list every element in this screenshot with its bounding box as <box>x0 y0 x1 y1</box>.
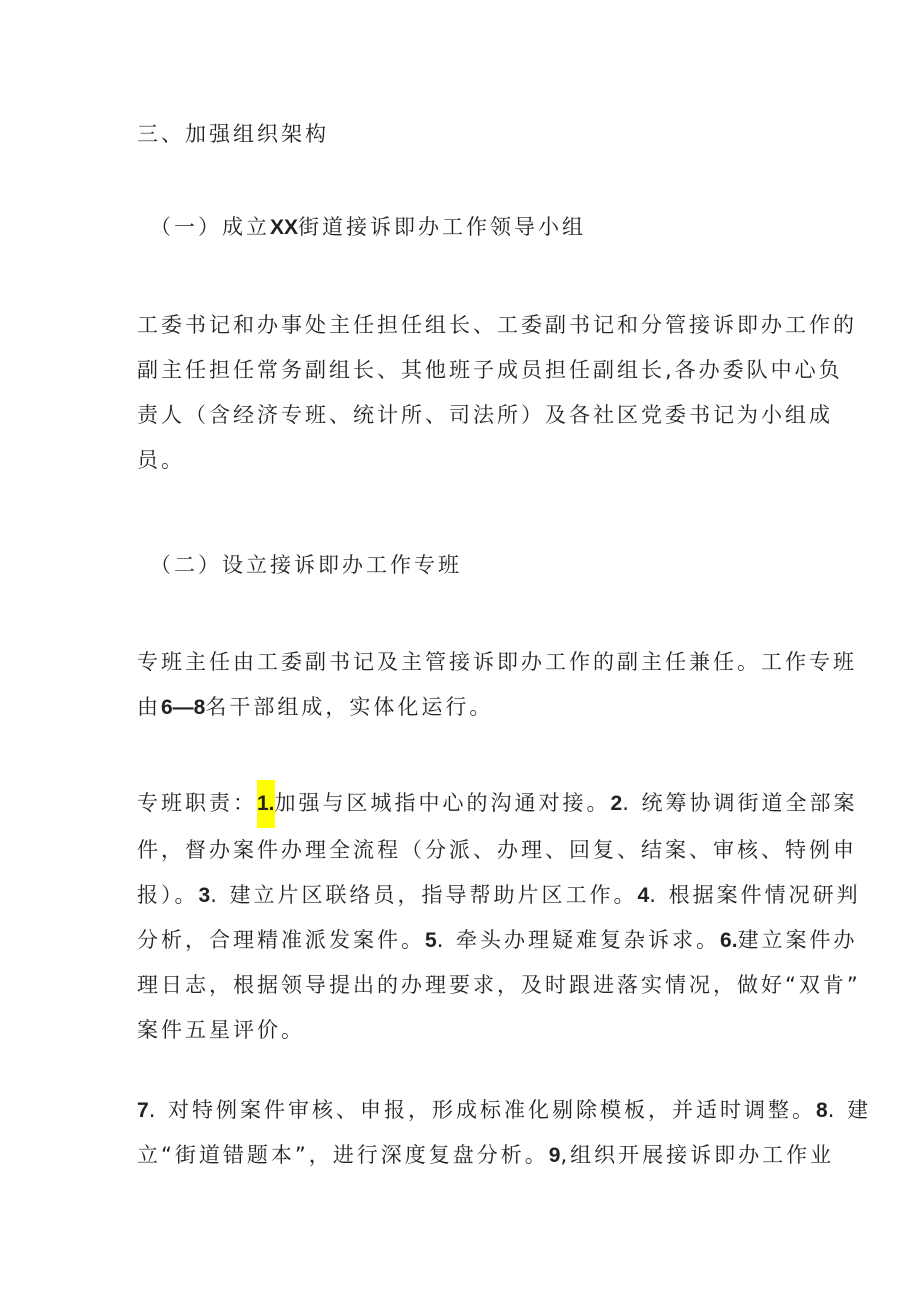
duty-text: 加强与区城指中心的沟通对接。 <box>274 791 611 815</box>
duty-number: 9 <box>548 1144 561 1167</box>
duty-text: 建立案件办 <box>737 928 858 952</box>
duty-number: 7 <box>137 1099 149 1122</box>
para2-line2-prefix: 由 <box>137 695 161 719</box>
para3-line <box>137 873 861 918</box>
para2-line: 专班主任由工委副书记及主管接诉即办工作的副主任兼任。工作专班 <box>137 650 857 674</box>
paragraph-duties-continued <box>137 1088 872 1178</box>
duty-text: ,组织开展接诉即办工作业 <box>560 1143 835 1167</box>
duty-text: . 根据案件情况研判 <box>649 883 861 907</box>
duty-number: 2 <box>610 792 623 815</box>
duty-text: . 建 <box>827 1098 872 1122</box>
para1-line: 工委书记和办事处主任担任组长、工委副书记和分管接诉即办工作的 <box>137 313 857 337</box>
sub1-bold: XX <box>270 216 299 239</box>
para1-line: 员。 <box>137 448 185 472</box>
para2-line2-suffix: 名干部组成，实体化运行。 <box>205 695 494 719</box>
duty-text: . 牵头办理疑难复杂诉求。 <box>436 928 721 952</box>
duty-text: 报）。 <box>137 883 199 907</box>
duty-text: 立“街道错题本”，进行深度复盘分析。 <box>137 1143 549 1167</box>
highlighted-number: 1. <box>257 780 275 828</box>
para3-line: 件，督办案件办理全流程（分派、办理、回复、结案、审核、特例申 <box>137 838 857 862</box>
para4-line <box>137 1088 872 1133</box>
duty-number: 3 <box>198 884 211 907</box>
para2-number: 6—8 <box>161 696 206 719</box>
sub1-prefix: （一）成立 <box>150 215 270 239</box>
duty-text: 分析，合理精准派发案件。 <box>137 928 425 952</box>
duty-text: . 统筹协调街道全部案 <box>622 791 858 815</box>
para3-line: 理日志，根据领导提出的办理要求，及时跟进落实情况，做好“双肯” <box>137 973 861 997</box>
para1-line: 副主任担任常务副组长、其他班子成员担任副组长,各办委队中心负 <box>137 358 843 382</box>
para3-line <box>137 780 858 828</box>
para2-line <box>137 685 787 730</box>
duty-text: . 对特例案件审核、申报，形成标准化剔除模板，并适时调整。 <box>148 1098 817 1122</box>
subsection-heading-2: （二）设立接诉即办工作专班 <box>150 553 462 577</box>
subsection-heading-1 <box>150 205 800 250</box>
paragraph-leadership-group <box>137 303 857 483</box>
para3-line <box>137 918 858 963</box>
para3-line: 案件五星评价。 <box>137 1018 305 1042</box>
section-heading: 三、加强组织架构 <box>137 122 329 146</box>
duty-number: 4 <box>637 884 650 907</box>
para4-line <box>137 1133 835 1178</box>
duty-text: . 建立片区联络员，指导帮助片区工作。 <box>210 883 638 907</box>
duty-number: 8 <box>816 1099 828 1122</box>
paragraph-task-force <box>137 640 857 730</box>
duties-label: 专班职责： <box>137 791 257 815</box>
sub1-suffix: 街道接诉即办工作领导小组 <box>298 215 587 239</box>
para1-line: 责人（含经济专班、统计所、司法所）及各社区党委书记为小组成 <box>137 403 833 427</box>
paragraph-duties <box>137 780 861 1053</box>
duty-number: 5 <box>425 929 437 952</box>
duty-number: 6. <box>720 929 738 952</box>
